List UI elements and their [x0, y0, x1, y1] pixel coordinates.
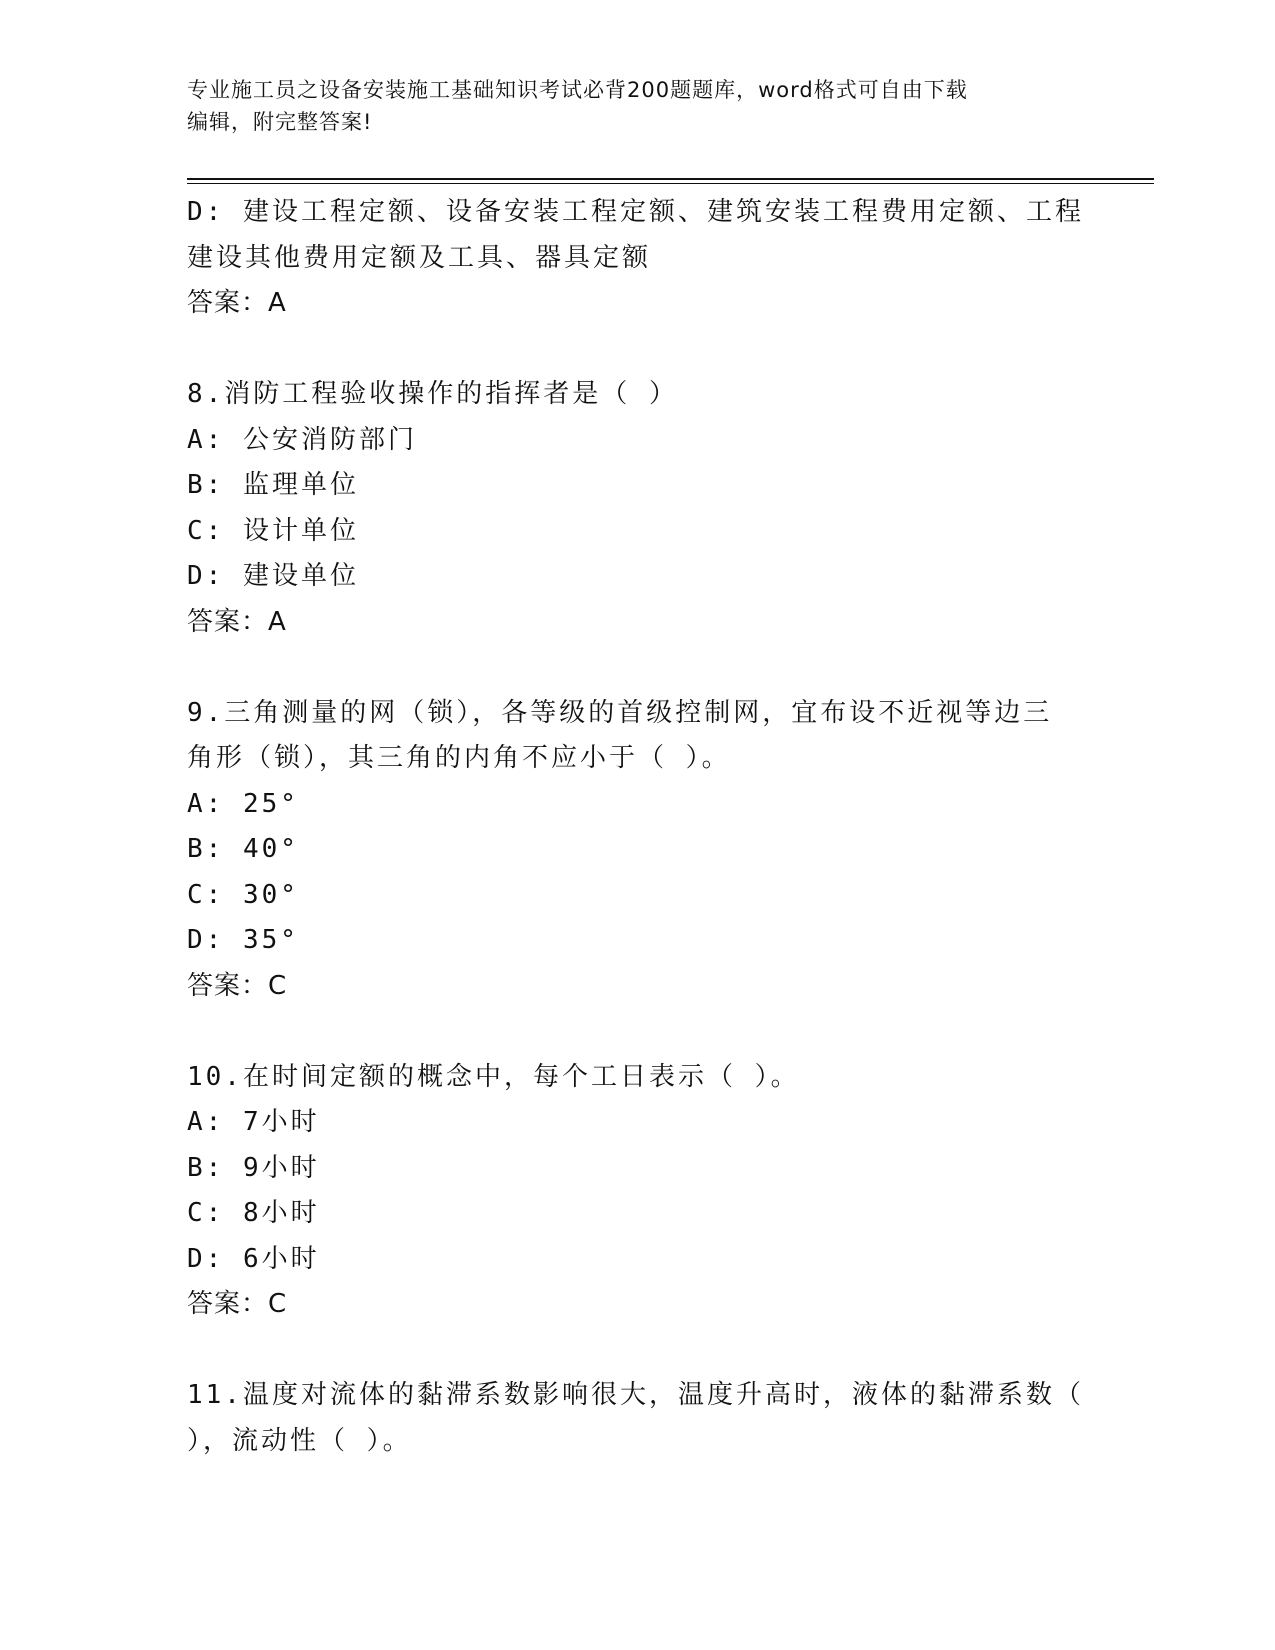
question-8-option-c: C: 设计单位: [187, 515, 359, 546]
question-10: [187, 1055, 1087, 1328]
answer-10: 答案：C: [187, 1289, 288, 1319]
question-content: [187, 190, 1087, 1464]
header-line-1: 专业施工员之设备安装施工基础知识考试必背200题题库，word格式可自由下载: [187, 78, 968, 102]
spacer: [187, 1328, 1087, 1374]
question-8-option-b: B: 监理单位: [187, 470, 359, 500]
question-9-option-d: D: 35°: [187, 925, 299, 955]
question-10-option-c: C: 8小时: [187, 1198, 320, 1228]
question-10-option-a: A: 7小时: [187, 1107, 320, 1137]
question-11: [187, 1373, 1087, 1464]
question-9-option-a: A: 25°: [187, 788, 299, 819]
option-d-line-1: D: 建设工程定额、设备安装工程定额、建筑安装工程费用定额、工程: [187, 197, 1084, 227]
question-9: [187, 691, 1087, 1010]
question-9-option-c: C: 30°: [187, 879, 299, 910]
question-9-stem-line-2: 角形（锁），其三角的内角不应小于（ ）。: [187, 743, 731, 773]
answer-7: 答案：A: [187, 288, 287, 318]
question-8-option-d: D: 建设单位: [187, 561, 359, 591]
header-rule-thin: [187, 183, 1154, 184]
question-10-option-d: D: 6小时: [187, 1243, 320, 1274]
question-11-stem-line-1: 11.温度对流体的黏滞系数影响很大，温度升高时，液体的黏滞系数（: [187, 1380, 1084, 1410]
question-8: [187, 372, 1087, 645]
question-11-stem-line-2: ），流动性（ ）。: [187, 1425, 412, 1456]
spacer: [187, 1009, 1087, 1055]
question-9-stem-line-1: 9.三角测量的网（锁），各等级的首级控制网，宜布设不近视等边三: [187, 697, 1053, 728]
question-7-tail: [187, 190, 1087, 327]
question-8-stem: 8.消防工程验收操作的指挥者是（ ）: [187, 379, 678, 409]
question-10-stem: 10.在时间定额的概念中，每个工日表示（ ）。: [187, 1061, 800, 1092]
question-10-option-b: B: 9小时: [187, 1152, 320, 1183]
answer-9: 答案：C: [187, 970, 288, 1001]
question-9-option-b: B: 40°: [187, 834, 299, 864]
spacer: [187, 645, 1087, 691]
answer-8: 答案：A: [187, 606, 287, 637]
question-8-option-a: A: 公安消防部门: [187, 424, 417, 455]
document-header: [187, 74, 1067, 138]
option-d-line-2: 建设其他费用定额及工具、器具定额: [187, 242, 652, 273]
header-line-2: 编辑，附完整答案!: [187, 110, 373, 134]
spacer: [187, 327, 1087, 373]
header-rule-thick: [187, 178, 1154, 180]
